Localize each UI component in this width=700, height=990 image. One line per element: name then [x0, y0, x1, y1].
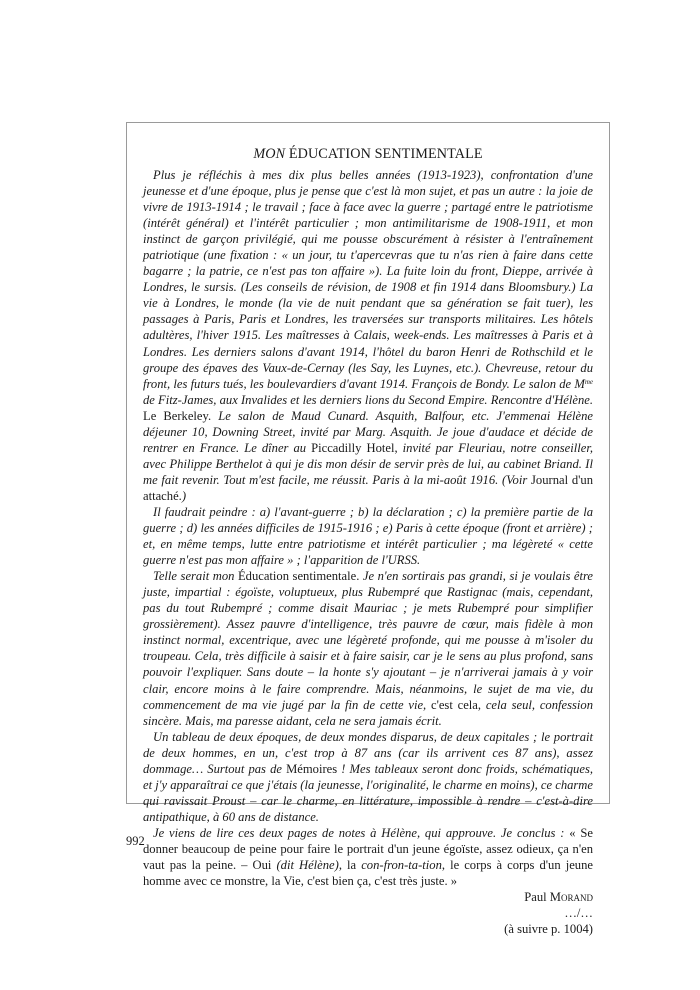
paragraph-2: Il faudrait peindre : a) l'avant-guerre ; b) la déclaration ; c) la première partie de la guerre ; d) les années difficiles de 1915-1916 ; e) Paris à cette époque (front et arrière) ; et, en même temps, lutte entre patriotisme et intérêt particulier ; ma légèreté « cette guerre n'est pas mon affaire » ; l'apparition de l'URSS.: [143, 504, 593, 568]
paragraph-4: Un tableau de deux époques, de deux mondes disparus, de deux capitales ; le portrait de deux hommes, en un, c'est trop à 87 ans (car ils arrivent ces 87 ans), assez dommage… Surtout pas de Mémoires ! Mes tableaux seront donc froids, schématiques, et j'y apparaîtrai ce que j'étais (la jeunesse, l'originalité, le charme en moins), ce charme qui ravissait Proust – car le charme, en littérature, impossible à rendre – c'est-à-dire antipathique, à 60 ans de distance.: [143, 729, 593, 824]
continuation-mark: …/…: [564, 906, 593, 921]
title-rest: ÉDUCATION SENTIMENTALE: [285, 146, 483, 162]
author-surname: Morand: [549, 890, 593, 905]
continued-on-page: (à suivre p. 1004): [504, 922, 593, 937]
article-body: [143, 167, 593, 937]
book-title: Éducation sentimentale.: [237, 569, 360, 584]
superscript-me: me: [584, 377, 593, 386]
memoires-title: Mémoires: [286, 761, 338, 776]
journal-title: Journal d'un attaché.: [143, 472, 593, 503]
title-italic: MON: [253, 146, 286, 162]
paragraph-5: Je viens de lire ces deux pages de notes à Hélène, qui approuve. Je conclus : « Se donner beaucoup de peine pour faire le portrait d'un jeune égoïste, assez odieux, ça n'en vaut pas la peine. – Oui (dit Hélène), la con-fron-ta-tion, le corps à corps d'un jeune homme avec ce monstre, la Vie, c'est bien ça, c'est très juste. »: [143, 825, 594, 889]
author-signature: Paul Morand: [524, 890, 593, 905]
page-number: 992: [126, 834, 145, 848]
paragraph-1: Plus je réfléchis à mes dix plus belles années (1913-1923), confrontation d'une jeunesse et d'une époque, plus je pense que c'est là mon sujet, et pas un autre : la joie de vivre de 1913-1914 ; le travail ; face à face avec la guerre ; partagé entre le patriotisme (intérêt général) et l'intérêt particulier ; mon antimilitarisme de 1908-1911, et mon instinct de garçon privilégié, qui me pousse obscurément à résister à l'entraînement patriotique (une fixation : « un jour, tu t'apercevras que tu n'as rien à faire dans cette bagarre ; la patrie, ce n'est pas ton affaire »). La fuite loin du front, Dieppe, arrivée à Londres, le sursis. (Les conseils de révision, de 1908 et fin 1914 dans Bloomsbury.) La vie à Londres, le monde (la vie de nuit pendant que sa génération se fait tuer), les passages à Paris, Paris et Londres, les traversées sur transports militaires. Les hôtels adultères, l'hiver 1915. Les maîtresses à Calais, week-ends. Les maîtresses à Paris et à Londres. Les derniers salons d'avant 1914, l'hôtel du baron Henri de Rothschild et le groupe des épaves des Vaux-de-Cernay (les Say, les Luynes, etc.). Chevreuse, retour du front, les futurs tués, les boulevardiers d'avant 1914. François de Bondy. Le salon de $M^{me}$ de Fitz-James, aux Invalides et les derniers lions du Second Empire. Rencontre d'Hélène. Le Berkeley. Le salon de Maud Cunard. Asquith, Balfour, etc. J'emmenai Hélène déjeuner 10, Downing Street, invité par Marg. Asquith. Je joue d'audace et décide de rentrer en France. Le dîner au Piccadilly Hotel, invité par Fleuriau, notre conseiller, avec Philippe Berthelot à qui je dis mon désir de servir près de lui, au cabinet Briand. Il me fait revenir. Tout m'est facile, me réussit. Paris à la mi-août 1916. (Voir Journal d'un attaché.): [143, 168, 594, 503]
paragraph-3: Telle serait mon Éducation sentimentale. Je n'en sortirais pas grandi, si je voulais être juste, impartial : égoïste, voluptueux, plus Rubempré que Rastignac (mais, cependant, pas du tout Rubempré ; comme disait Mauriac ; je mets Rubempré pour simplifier grossièrement). Assez pauvre d'intelligence, très pauvre de cœur, mais fidèle à mon instinct normal, excentrique, avec une légèreté profonde, qui me pousse à m'isoler du troupeau. Cela, très difficile à saisir et à faire saisir, car je le sens au plus profond, sans pouvoir l'expliquer. Sans doute – la honte s'y ajoutant – je n'arriverai jamais à y voir clair, encore moins à le faire comprendre. Mais, néanmoins, le sujet de ma vie, du commencement de ma vie jugé par la fin de cette vie, c'est cela, cela seul, confession sincère. Mais, ma paresse aidant, cela ne sera jamais écrit.: [143, 569, 593, 728]
article-title: [127, 146, 609, 163]
